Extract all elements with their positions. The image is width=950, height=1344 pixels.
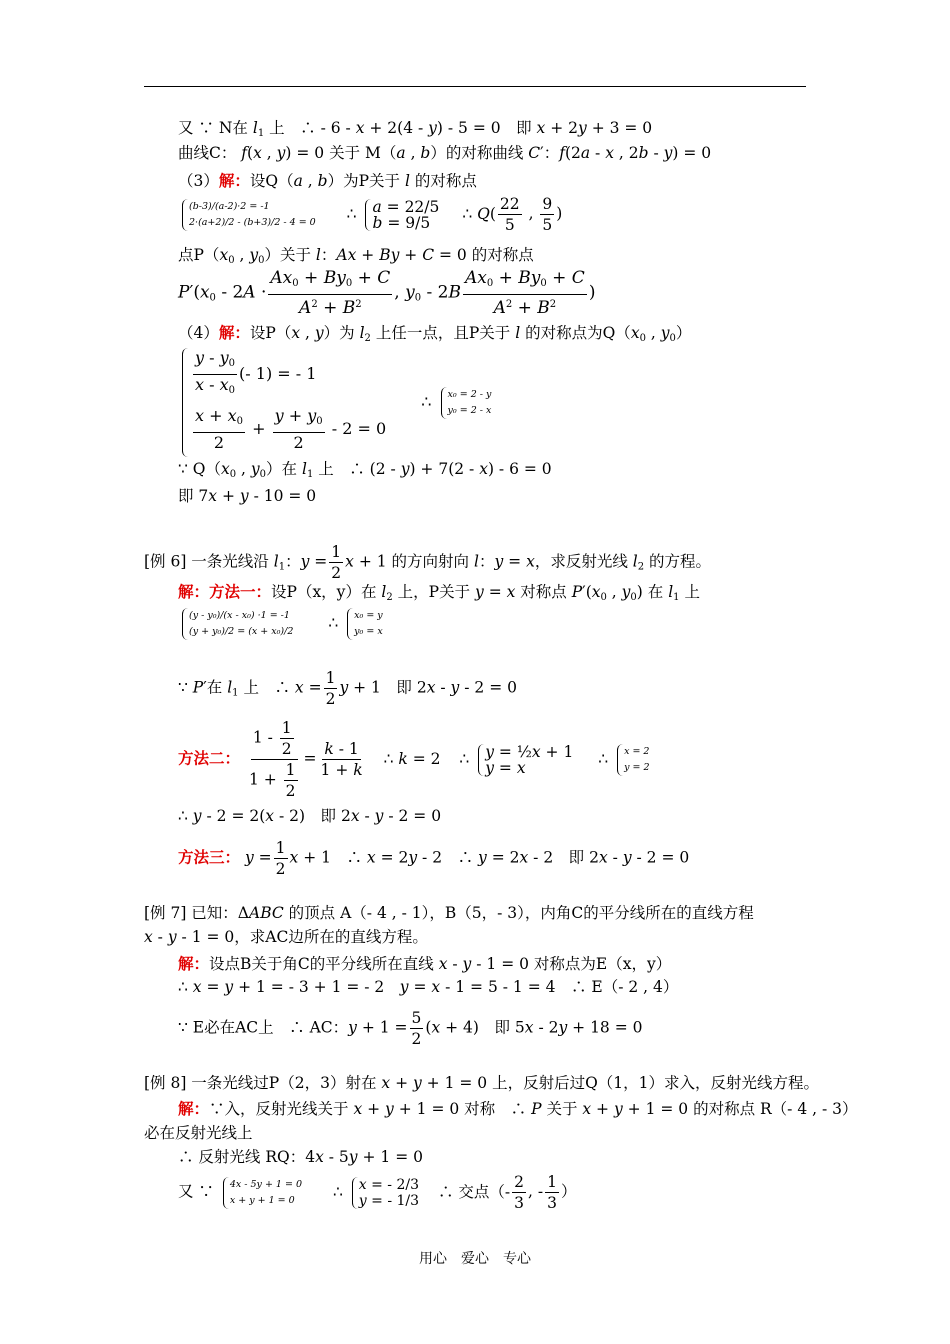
method-2: 方法二： 1 - $\frac{1}{2}$ 1 + $\frac{1}{2}$ = $\frac{k - 1}{1 + k}$ ∴ k = 2 ∴ y = ½x + 1 y = x ∴ x = 2 y = 2 bbox=[178, 719, 650, 800]
equation-system: (b-3)/(a-2)·2 = -1 2·(a+2)/2 - (b+3)/2 - 4 = 0 ∴ a = 22/5 b = 9/5 ∴ Q( $\frac{22}{5}$ , $\frac{9}{5}$ ) bbox=[178, 194, 562, 235]
text-line: （4）解：设P（x , y）为 $l_2$ 上任一点，且P关于 l 的对称点为$Q(x_0$ , $y_0$） bbox=[178, 323, 692, 344]
text-line: ∵ $Q(x_0$ , $y_0$）在 $l_1$ 上 ∴ (2 - y) + 7(2 - x) - 6 = 0 bbox=[178, 460, 552, 480]
text-line: ∵ E必在AC上 ∴ AC：y + 1 = $\frac{5}{2}$ (x + 4) 即 5x - 2y + 18 = 0 bbox=[178, 1009, 643, 1048]
text-line: （3）解：设Q（a , b）为P关于 l 的对称点 bbox=[178, 171, 477, 190]
text-line: 解：∵入，反射光线关于 x + y + 1 = 0 对称 ∴ P 关于 x + y + 1 = 0 的对称点 R（- 4 , - 3） bbox=[178, 1099, 858, 1118]
text-line: 点$P(x_0$ , $y_0$）关于 l：Ax + By + C = 0 的对称点 bbox=[178, 246, 534, 266]
text-line: ∴ x = y + 1 = - 3 + 1 = - 2 y = x - 1 = 5 - 1 = 4 ∴ E（- 2 , 4） bbox=[178, 978, 679, 996]
equation-system: $\frac{y - y_0}{x - x_0}$ (- 1) = - 1 $\frac{x + x_0}{2}$ + $\frac{y + y_0}{2}$ - 2 = 0 ∴ x₀ = 2 - y y₀ = 2 - x bbox=[178, 348, 495, 457]
text-line: ∴ 反射光线 RQ：4x - 5y + 1 = 0 bbox=[178, 1148, 423, 1166]
text-line: 曲线C： f(x , y) = 0 关于 M（a , b）的对称曲线 C′：f(2a - x , 2b - y) = 0 bbox=[178, 144, 712, 162]
text-line: x - y - 1 = 0，求AC边所在的直线方程。 bbox=[144, 928, 428, 946]
text-line: 解：设点B关于角C的平分线所在直线 x - y - 1 = 0 对称点为E（x，y） bbox=[178, 954, 672, 973]
text-line: 又 ∵ 4x - 5y + 1 = 0 x + y + 1 = 0 ∴ x = - 2/3 y = - 1/3 ∴ 交点（- $\frac{2}{3}$ , - $\frac{1}{3}$ ） bbox=[178, 1173, 577, 1212]
text-line: ∵ P′在 $l_1$ 上 ∴ x = $\frac{1}{2}$ y + 1 即 2x - y - 2 = 0 bbox=[178, 669, 517, 708]
header-rule bbox=[144, 86, 806, 87]
example-6-title: [例 6] 一条光线沿 $l_1$：y = $\frac{1}{2}$ x + 1 的方向射向 l：y = x，求反射光线 $l_2$ 的方程。 bbox=[144, 543, 712, 582]
method-3: 方法三： y = $\frac{1}{2}$ x + 1 ∴ x = 2y - 2 ∴ y = 2x - 2 即 2x - y - 2 = 0 bbox=[178, 839, 690, 878]
text-line: 解：方法一：设P（x，y）在 $l_2$ 上，P关于 y = x 对称点 $P'(x_0$ , $y_0$) 在 $l_1$ 上 bbox=[178, 582, 700, 603]
example-7-title: [例 7] 已知：ΔABC 的顶点 A（- 4 , - 1），B（5，- 3），内角C的平分线所在的直线方程 bbox=[144, 904, 754, 922]
text-line: 即 7x + y - 10 = 0 bbox=[178, 487, 317, 505]
page-footer: 用心 爱心 专心 bbox=[419, 1251, 531, 1267]
formula-line: $P'(x_0 - 2A$ · $\frac{Ax_0 + By_0 + C}{A^2 + B^2}$ , $y_0 - 2B$ $\frac{Ax_0 + By_0 + C}{A^2 + B^2}$ ) bbox=[178, 268, 596, 318]
example-8-title: [例 8] 一条光线过P（2，3）射在 x + y + 1 = 0 上，反射后过Q（1，1）求入，反射光线方程。 bbox=[144, 1074, 820, 1092]
text-line: ∴ y - 2 = 2(x - 2) 即 2x - y - 2 = 0 bbox=[178, 807, 442, 825]
equation-system: (y - y₀)/(x - x₀) ·1 = -1 (y + y₀)/2 = (x + x₀)/2 ∴ x₀ = y y₀ = x bbox=[178, 608, 387, 640]
text-line: 又 ∵ N在 $l_1$ 上 ∴ - 6 - x + 2(4 - y) - 5 = 0 即 x + 2y + 3 = 0 bbox=[178, 119, 653, 139]
text-line: 必在反射光线上 bbox=[144, 1124, 253, 1142]
